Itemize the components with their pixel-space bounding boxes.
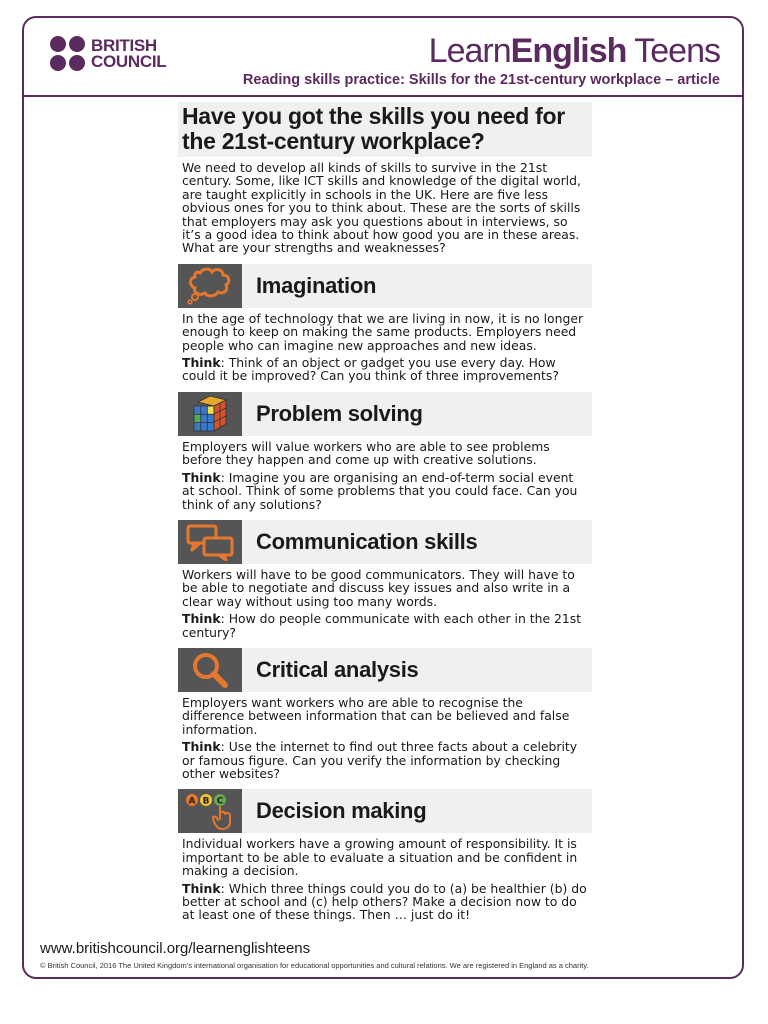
section-heading-imagination — [178, 264, 592, 308]
section-heading-decision-making — [178, 789, 592, 833]
learnenglish-teens-logo: LearnEnglish Teens — [428, 32, 720, 70]
section-heading-critical-analysis — [178, 648, 592, 692]
section-heading-problem-solving — [178, 392, 592, 436]
speech-bubbles-icon — [178, 520, 242, 564]
section-title: Decision making — [256, 798, 427, 824]
svg-text:C: C — [216, 796, 224, 807]
section-body: Workers will have to be good communicators. They will have to be able to negotiate and discuss key issues and also write in a clear way without using too many words. — [182, 566, 575, 609]
section-title: Imagination — [256, 272, 377, 298]
british-council-logo — [50, 36, 166, 71]
svg-text:A: A — [188, 796, 196, 807]
section-body: In the age of technology that we are living in now, it is no longer enough to keep on making the same products. Employers need people who can imagine new approaches and new ideas. — [182, 310, 584, 353]
british-council-wordmark: BRITISH COUNCIL — [91, 35, 167, 71]
svg-text:B: B — [202, 796, 210, 807]
footer-url-link[interactable]: www.britishcouncil.org/learnenglishteens — [40, 940, 311, 957]
footer-copyright: © British Council, 2016 The United Kingdom’s international organisation for educational opportunities and cultural relations. We are registered in England as a charity. — [40, 961, 589, 970]
section-think: Think: Think of an object or gadget you use every day. How could it be improved? Can you think of three improvements? — [182, 355, 559, 384]
section-think: Think: Use the internet to find out three facts about a celebrity or famous figure. Can you verify the information by checking other websites? — [182, 739, 578, 781]
section-heading-communication-skills — [178, 520, 592, 564]
header-divider — [22, 95, 744, 97]
section-title: Problem solving — [256, 400, 423, 426]
abc-choice-icon — [178, 789, 242, 833]
worksheet-subheading: Reading skills practice: Skills for the 21st-century workplace – article — [242, 72, 720, 88]
section-think: Think: How do people communicate with each other in the 21st century? — [182, 611, 582, 640]
rubiks-cube-icon — [178, 392, 242, 436]
article-intro: We need to develop all kinds of skills to survive in the 21st century. Some, like ICT skills and knowledge of the digital world, are taught explicitly in schools in the UK. Here are five less obvious ones for you to think about. These are the sorts of skills that employers may ask you questions about in interviews, so it’s a good idea to think about how good you are in these areas. What are your strengths and weaknesses? — [182, 160, 581, 256]
magnifying-glass-icon — [178, 648, 242, 692]
section-body: Individual workers have a growing amount of responsibility. It is important to be able to evaluate a situation and be confident in making a decision. — [182, 836, 578, 879]
section-title: Critical analysis — [256, 656, 419, 682]
section-think: Think: Imagine you are organising an end-of-term social event at school. Think of some problems that you could face. Can you think of any solutions? — [182, 469, 578, 512]
article-title: Have you got the skills you need for the 21st-century workplace? — [178, 102, 592, 157]
section-body: Employers want workers who are able to recognise the difference between information that can be believed and false information. — [182, 694, 570, 737]
thought-bubble-icon — [178, 264, 242, 308]
section-think: Think: Which three things could you do to (a) be healthier (b) do better at school and (c) help others? Make a decision now to do at least one of these things. Then … just do it! — [182, 880, 587, 923]
section-title: Communication skills — [256, 528, 478, 554]
article — [178, 102, 592, 922]
british-council-dots-icon — [50, 36, 85, 71]
section-body: Employers will value workers who are able to see problems before they happen and come up with creative solutions. — [182, 438, 550, 468]
